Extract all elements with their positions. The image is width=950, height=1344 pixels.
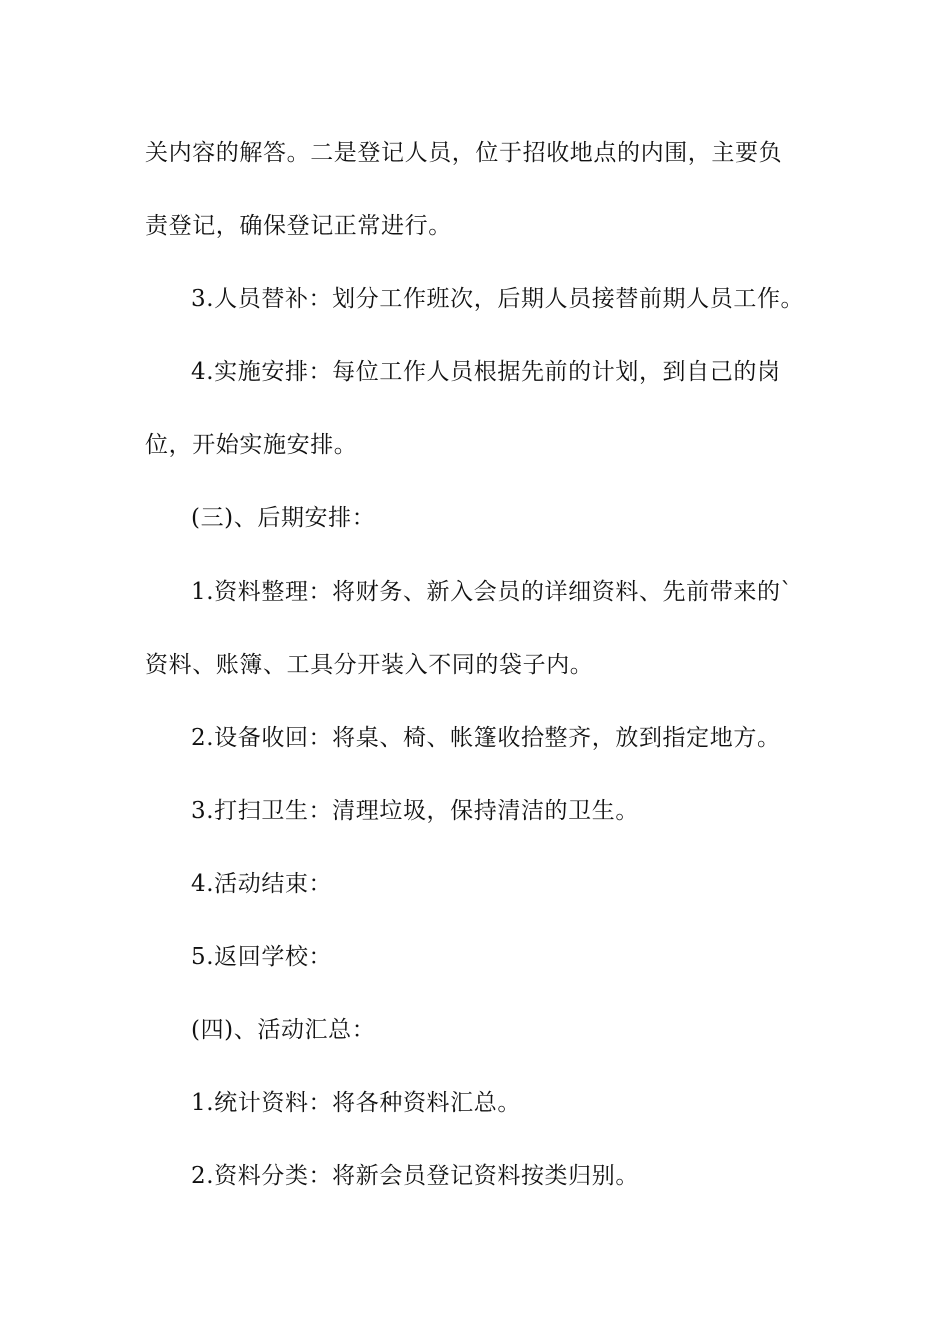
paragraph-line: 5.返回学校： xyxy=(191,944,333,971)
paragraph-line: 3.打扫卫生：清理垃圾，保持清洁的卫生。 xyxy=(191,797,639,824)
paragraph-line: 2.资料分类：将新会员登记资料按类归别。 xyxy=(191,1163,639,1190)
paragraph-line: 资料、账簿、工具分开装入不同的袋子内。 xyxy=(145,651,594,678)
paragraph-line: 1.资料整理：将财务、新入会员的详细资料、先前带来的` xyxy=(191,578,793,605)
section-heading: (四)、活动汇总： xyxy=(191,1017,376,1044)
paragraph-line: 4.活动结束： xyxy=(191,870,333,897)
paragraph-line: 责登记，确保登记正常进行。 xyxy=(145,213,452,240)
section-heading: (三)、后期安排： xyxy=(191,505,376,532)
paragraph-line: 1.统计资料：将各种资料汇总。 xyxy=(191,1090,521,1117)
paragraph-line: 2.设备收回：将桌、椅、帐篷收拾整齐，放到指定地方。 xyxy=(191,724,781,751)
paragraph-line: 关内容的解答。二是登记人员，位于招收地点的内围，主要负 xyxy=(145,140,783,166)
paragraph-line: 3.人员替补：划分工作班次，后期人员接替前期人员工作。 xyxy=(191,286,805,313)
paragraph-line: 位，开始实施安排。 xyxy=(145,432,358,459)
paragraph-line: 4.实施安排：每位工作人员根据先前的计划，到自己的岗 xyxy=(191,359,781,386)
document-body xyxy=(145,117,807,1213)
